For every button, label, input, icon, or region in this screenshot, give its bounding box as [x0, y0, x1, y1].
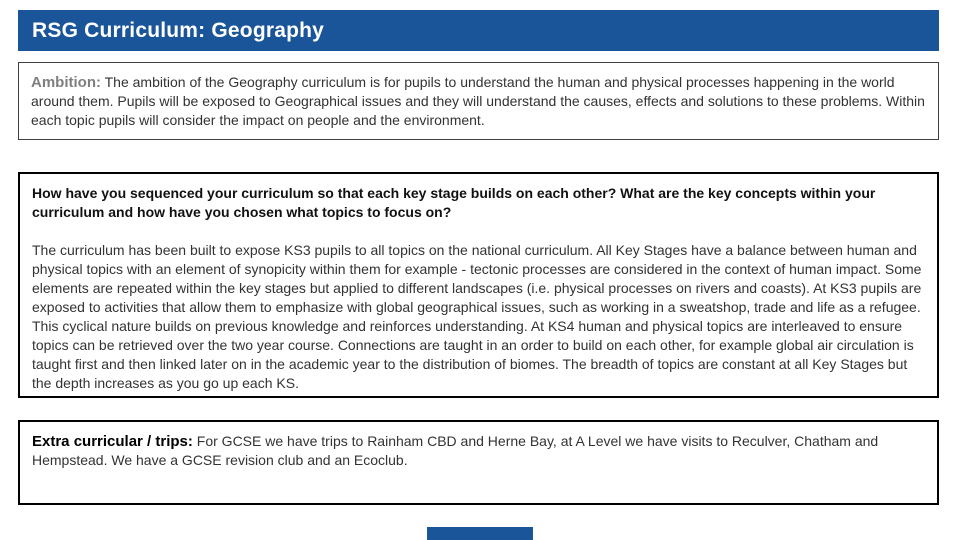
- bottom-accent-bar: [427, 527, 533, 540]
- sequencing-answer: The curriculum has been built to expose KS3 pupils to all topics on the national curriculum. All Key Stages have a balance between human and physical topics with an element of synopicity within them for example - tectonic processes are considered in the context of human impact. Some elements are repeated within the key stages but applied to different landscapes (i.e. physical processes on rivers and coasts). At KS3 pupils are exposed to activities that allow them to emphasize with global geographical issues, such as working in a sweatshop, trade and life as a refugee. This cyclical nature builds on previous knowledge and reinforces understanding. At KS4 human and physical topics are interleaved to ensure topics can be retrieved over the two year course. Connections are taught in an order to build on each other, for example global air circulation is taught first and then linked later on in the academic year to the distribution of biomes. The breadth of topics are constant at all Key Stages but the depth increases as you go up each KS.: [32, 242, 922, 391]
- ambition-paragraph: [31, 73, 926, 130]
- ambition-box: [18, 62, 939, 140]
- sequencing-question: How have you sequenced your curriculum so that each key stage builds on each other? What are the key concepts within your curriculum and how have you chosen what topics to focus on?: [32, 185, 876, 220]
- ambition-text: The ambition of the Geography curriculum is for pupils to understand the human and physical processes happening in the world around them. Pupils will be exposed to Geographical issues and they will understand the causes, effects and solutions to these problems. Within each topic pupils will consider the impact on people and the environment.: [31, 74, 925, 128]
- page-title: RSG Curriculum: Geography: [32, 18, 325, 42]
- ambition-label: Ambition:: [31, 74, 101, 91]
- extra-curricular-box: [18, 420, 939, 505]
- header-bar: [18, 10, 939, 51]
- extra-curricular-paragraph: [32, 432, 925, 470]
- extra-curricular-text: For GCSE we have trips to Rainham CBD and Herne Bay, at A Level we have visits to Reculver, Chatham and Hempstead. We have a GCSE revision club and an Ecoclub.: [32, 433, 879, 468]
- sequencing-box: [18, 172, 939, 398]
- extra-curricular-label: Extra curricular / trips:: [32, 433, 193, 450]
